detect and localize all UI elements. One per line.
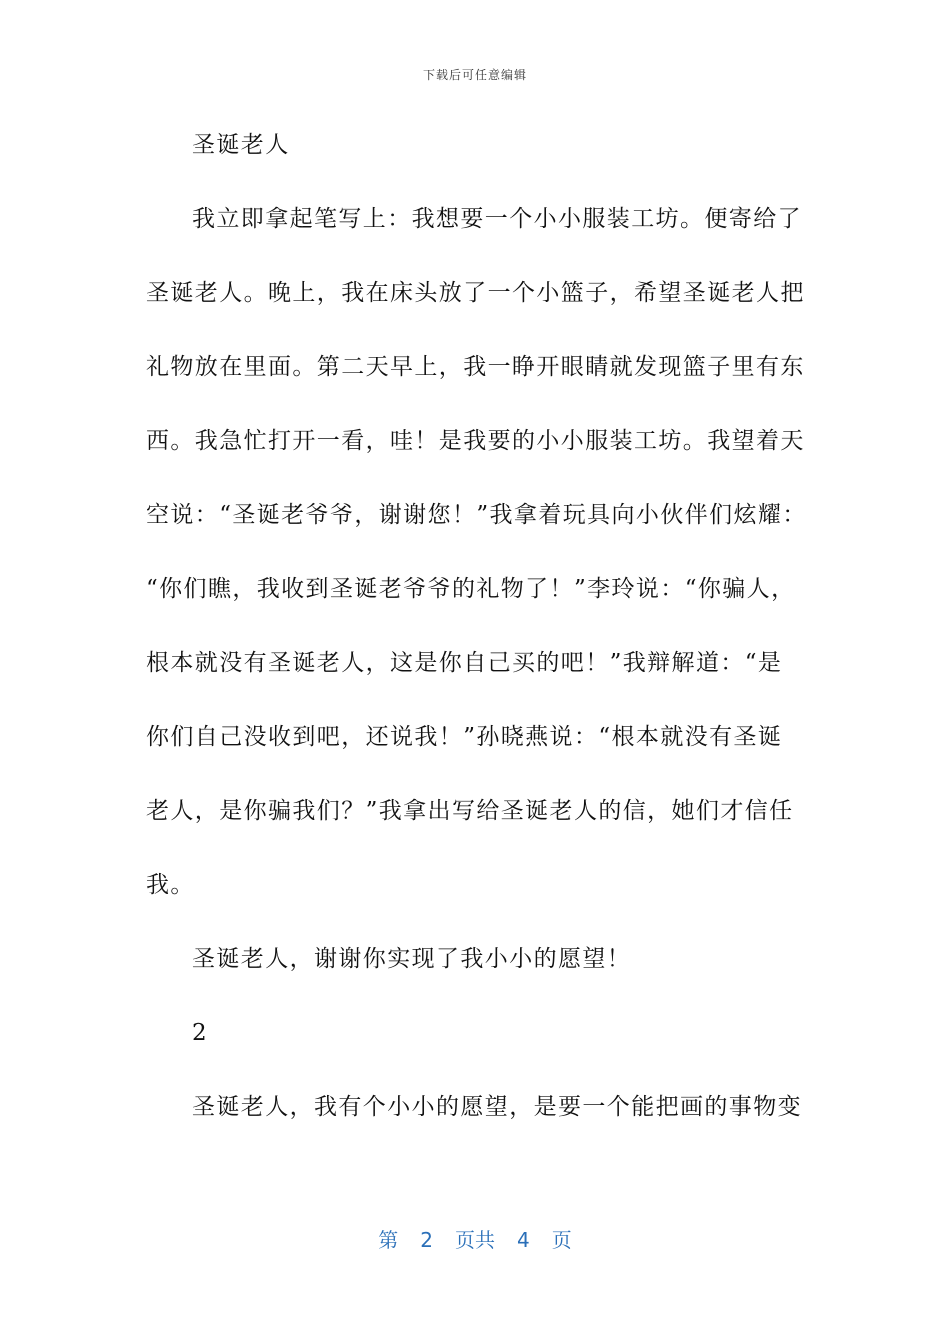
- paragraph-line: 根本就没有圣诞老人，这是你自己买的吧！”我辩解道：“是: [146, 650, 783, 676]
- paragraph-line: 圣诞老人。晚上，我在床头放了一个小篮子，希望圣诞老人把: [146, 280, 805, 306]
- paragraph-line: 礼物放在里面。第二天早上，我一睁开眼睛就发现篮子里有东: [146, 354, 805, 380]
- section-number: 2: [192, 1020, 209, 1046]
- paragraph-line: “你们瞧，我收到圣诞老爷爷的礼物了！”李玲说：“你骗人，: [146, 576, 796, 602]
- page-label-prefix: 第: [378, 1228, 399, 1252]
- paragraph-line: 你们自己没收到吧，还说我！”孙晓燕说：“根本就没有圣诞: [146, 724, 783, 750]
- paragraph-line: 圣诞老人，我有个小小的愿望，是要一个能把画的事物变: [192, 1094, 802, 1120]
- page-label-middle: 页共: [455, 1228, 495, 1252]
- total-pages-number: 4: [517, 1228, 530, 1252]
- page-footer: [0, 1224, 950, 1253]
- paragraph-line: 老人，是你骗我们？”我拿出写给圣诞老人的信，她们才信任: [146, 798, 794, 824]
- current-page-number: 2: [420, 1228, 433, 1252]
- page-label-suffix: 页: [551, 1228, 572, 1252]
- paragraph-line: 我。: [146, 872, 195, 898]
- paragraph-line: 空说：“圣诞老爷爷，谢谢您！”我拿着玩具向小伙伴们炫耀：: [146, 502, 807, 528]
- page-header: 下载后可任意编辑: [422, 68, 527, 82]
- document-body: [146, 122, 806, 1158]
- paragraph-line: 我立即拿起笔写上：我想要一个小小服装工坊。便寄给了: [192, 206, 802, 232]
- paragraph-line: 圣诞老人: [192, 132, 290, 158]
- paragraph-line: 西。我急忙打开一看，哇！是我要的小小服装工坊。我望着天: [146, 428, 805, 454]
- paragraph-line: 圣诞老人，谢谢你实现了我小小的愿望！: [192, 946, 632, 972]
